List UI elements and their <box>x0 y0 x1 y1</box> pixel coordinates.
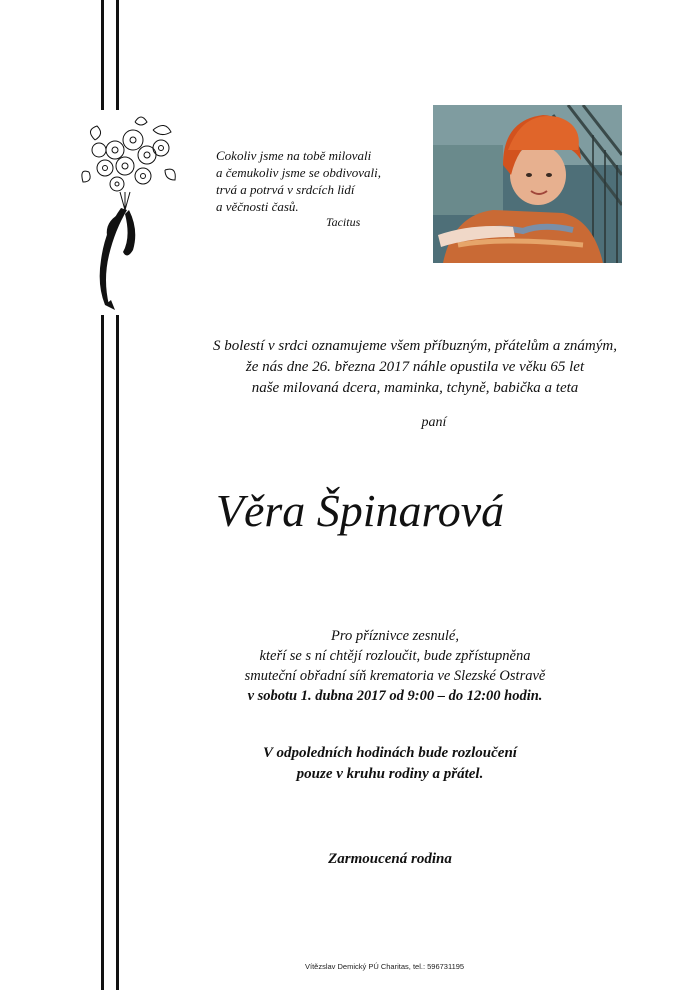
visitation-line: Pro příznivce zesnulé, <box>331 628 459 644</box>
visitation-line: kteří se s ní chtějí rozloučit, bude zpřístupněna <box>259 648 531 664</box>
quote-author: Tacitus <box>326 215 361 229</box>
announcement-line: že nás dne 26. března 2017 náhle opustila ve věku 65 let <box>245 359 585 375</box>
quote-line: a věčnosti časů. <box>216 199 299 214</box>
quote-line: a čemukoliv jsme se obdivovali, <box>216 165 381 180</box>
quote-block <box>216 147 426 229</box>
visitation-text <box>130 626 660 706</box>
announcement-line: S bolestí v srdci oznamujeme všem příbuzným, přátelům a známým, <box>213 338 617 354</box>
portrait-photo <box>433 105 622 263</box>
quote-line: trvá a potrvá v srdcích lidí <box>216 182 355 197</box>
private-farewell-line: V odpoledních hodinách bude rozloučení <box>263 745 517 761</box>
footer-credit: Vítězslav Demický PÚ Charitas, tel.: 596731195 <box>305 962 465 971</box>
deceased-name: Věra Špinarová <box>215 485 505 536</box>
private-farewell-line: pouze v kruhu rodiny a přátel. <box>296 766 484 782</box>
visitation-datetime: v sobotu 1. dubna 2017 od 9:00 – do 12:00 hodin. <box>247 688 543 704</box>
announcement-text <box>130 336 700 399</box>
quote-line: Cokoliv jsme na tobě milovali <box>216 148 372 163</box>
flower-bouquet-icon <box>75 110 185 315</box>
private-farewell-text <box>120 743 660 785</box>
signature: Zarmoucená rodina <box>328 851 452 867</box>
announcement-line: naše milovaná dcera, maminka, tchyně, babička a teta <box>251 380 579 396</box>
visitation-line: smuteční obřadní síň krematoria ve Slezské Ostravě <box>244 668 546 684</box>
honorific: paní <box>421 415 447 430</box>
